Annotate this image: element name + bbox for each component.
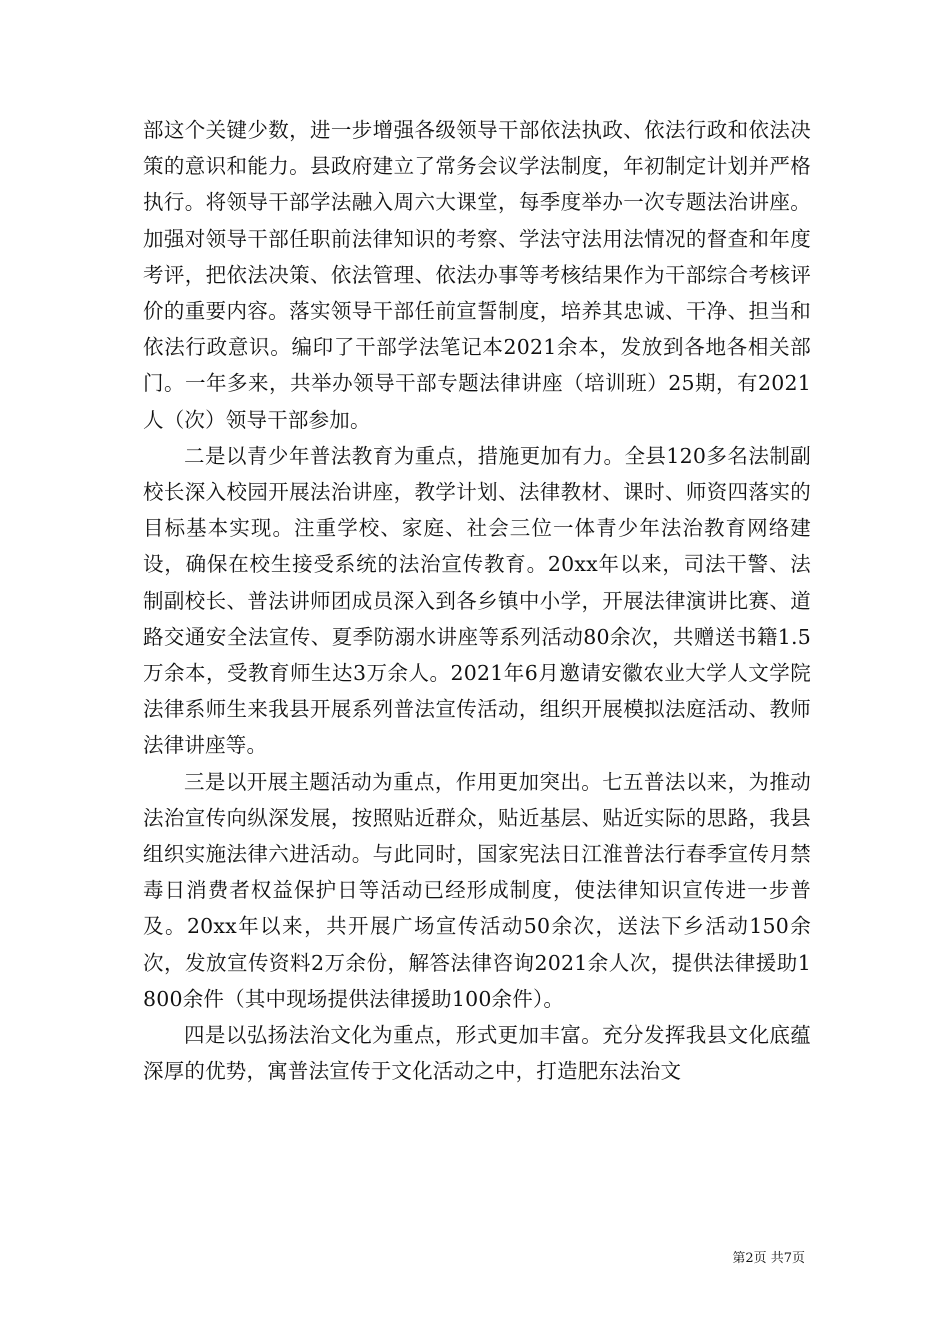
document-body: [143, 112, 811, 1089]
paragraph-continuation: 部这个关键少数，进一步增强各级领导干部依法执政、依法行政和依法决策的意识和能力。县政府建立了常务会议学法制度，年初制定计划并严格执行。将领导干部学法融入周六大课堂，每季度举办一次专题法治讲座。加强对领导干部任职前法律知识的考察、学法守法用法情况的督查和年度考评，把依法决策、依法管理、依法办事等考核结果作为干部综合考核评价的重要内容。落实领导干部任前宣誓制度，培养其忠诚、干净、担当和依法行政意识。编印了干部学法笔记本2021余本，发放到各地各相关部门。一年多来，共举办领导干部专题法律讲座（培训班）25期，有2021人（次）领导干部参加。: [143, 118, 811, 432]
paragraph-theme-activities: 三是以开展主题活动为重点，作用更加突出。七五普法以来，为推动法治宣传向纵深发展，按照贴近群众，贴近基层、贴近实际的思路，我县组织实施法律六进活动。与此同时，国家宪法日江淮普法行春季宣传月禁毒日消费者权益保护日等活动已经形成制度，使法律知识宣传进一步普及。20xx年以来，共开展广场宣传活动50余次，送法下乡活动150余次，发放宣传资料2万余份，解答法律咨询2021余人次，提供法律援助1800余件（其中现场提供法律援助100余件）。: [143, 769, 811, 1011]
paragraph-youth-education: 二是以青少年普法教育为重点，措施更加有力。全县120多名法制副校长深入校园开展法治讲座，教学计划、法律教材、课时、师资四落实的目标基本实现。注重学校、家庭、社会三位一体青少年法治教育网络建设，确保在校生接受系统的法治宣传教育。20xx年以来，司法干警、法制副校长、普法讲师团成员深入到各乡镇中小学，开展法律演讲比赛、道路交通安全法宣传、夏季防溺水讲座等系列活动80余次，共赠送书籍1.5万余本，受教育师生达3万余人。2021年6月邀请安徽农业大学人文学院法律系师生来我县开展系列普法宣传活动，组织开展模拟法庭活动、教师法律讲座等。: [143, 443, 811, 758]
paragraph-legal-culture: 四是以弘扬法治文化为重点，形式更加丰富。充分发挥我县文化底蕴深厚的优势，寓普法宣传于文化活动之中，打造肥东法治文: [143, 1023, 811, 1084]
page-number: 第2页 共7页: [732, 1251, 805, 1266]
